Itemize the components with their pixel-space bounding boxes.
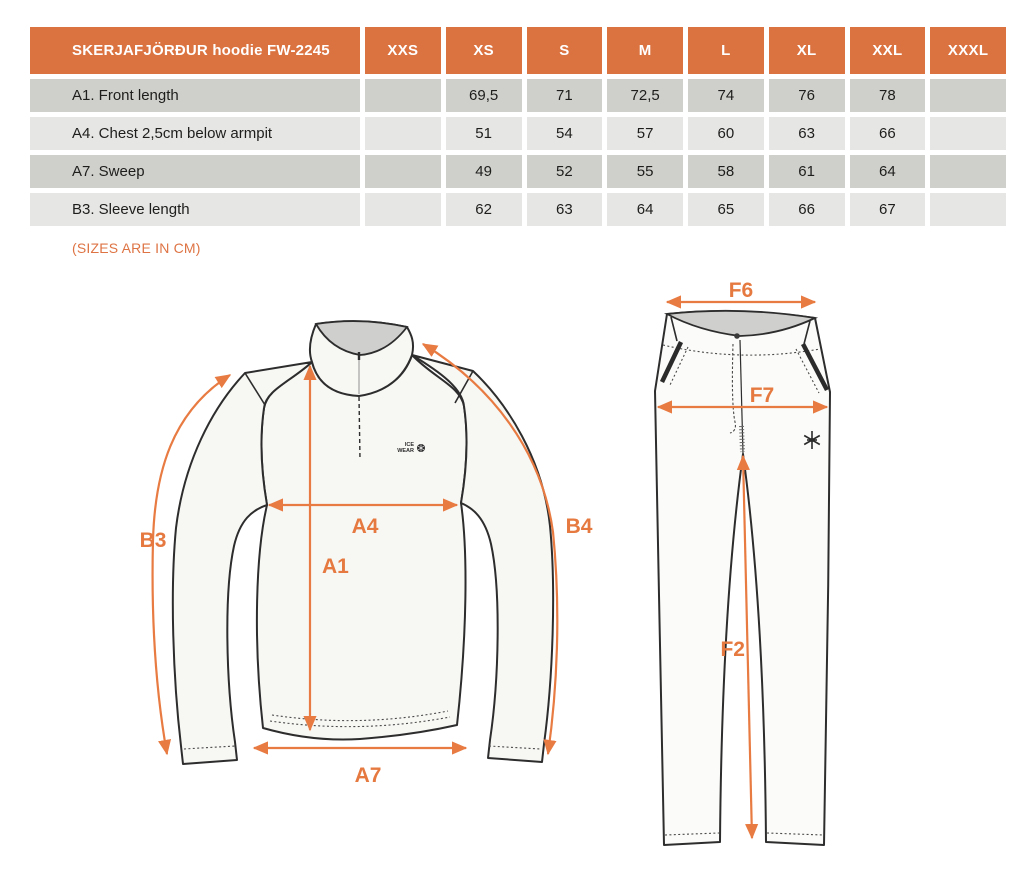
cell-value: 49 — [446, 155, 522, 188]
cell-value — [930, 117, 1006, 150]
label-B4: B4 — [565, 515, 593, 538]
table-title: SKERJAFJÖRÐUR hoodie FW-2245 — [30, 27, 360, 74]
row-label-front-length: A1. Front length — [30, 79, 360, 112]
cell-value: 60 — [688, 117, 764, 150]
cell-value: 52 — [527, 155, 603, 188]
cell-value: 67 — [850, 193, 926, 226]
cell-value: 54 — [527, 117, 603, 150]
cell-value: 74 — [688, 79, 764, 112]
cell-value — [365, 193, 441, 226]
label-A7: A7 — [354, 764, 382, 787]
col-header-m: M — [607, 27, 683, 74]
col-header-xxxl: XXXL — [930, 27, 1006, 74]
cell-value — [930, 193, 1006, 226]
cell-value: 72,5 — [607, 79, 683, 112]
label-F7: F7 — [749, 384, 775, 407]
pants-diagram — [620, 278, 870, 878]
cell-value: 65 — [688, 193, 764, 226]
cell-value: 58 — [688, 155, 764, 188]
label-F6: F6 — [728, 279, 754, 302]
pants-body — [655, 311, 830, 845]
col-header-xs: XS — [446, 27, 522, 74]
cell-value: 66 — [850, 117, 926, 150]
cell-value — [930, 79, 1006, 112]
cell-value: 69,5 — [446, 79, 522, 112]
cell-value: 63 — [527, 193, 603, 226]
col-header-xl: XL — [769, 27, 845, 74]
label-F2: F2 — [720, 638, 745, 661]
logo-text-ice: ICE — [404, 442, 414, 448]
waist-button — [734, 333, 740, 339]
row-label-chest: A4. Chest 2,5cm below armpit — [30, 117, 360, 150]
cell-value: 64 — [607, 193, 683, 226]
cell-value: 64 — [850, 155, 926, 188]
cell-value: 51 — [446, 117, 522, 150]
cell-value: 66 — [769, 193, 845, 226]
hoodie-body — [257, 355, 467, 740]
size-table — [30, 27, 1006, 226]
cell-value — [365, 79, 441, 112]
cell-value — [365, 155, 441, 188]
cell-value: 71 — [527, 79, 603, 112]
col-header-xxl: XXL — [850, 27, 926, 74]
cell-value: 57 — [607, 117, 683, 150]
cell-value: 63 — [769, 117, 845, 150]
cell-value: 62 — [446, 193, 522, 226]
col-header-xxs: XXS — [365, 27, 441, 74]
label-A1: A1 — [322, 555, 349, 578]
cell-value: 61 — [769, 155, 845, 188]
cell-value — [930, 155, 1006, 188]
cell-value: 78 — [850, 79, 926, 112]
col-header-s: S — [527, 27, 603, 74]
cell-value — [365, 117, 441, 150]
label-A4: A4 — [351, 515, 379, 538]
logo-text-wear: WEAR — [397, 448, 414, 454]
row-label-sweep: A7. Sweep — [30, 155, 360, 188]
cell-value: 55 — [607, 155, 683, 188]
row-label-sleeve-length: B3. Sleeve length — [30, 193, 360, 226]
cell-value: 76 — [769, 79, 845, 112]
sizes-note: (SIZES ARE IN CM) — [72, 240, 201, 256]
label-B3: B3 — [139, 529, 167, 552]
col-header-l: L — [688, 27, 764, 74]
hoodie-diagram — [120, 290, 610, 795]
